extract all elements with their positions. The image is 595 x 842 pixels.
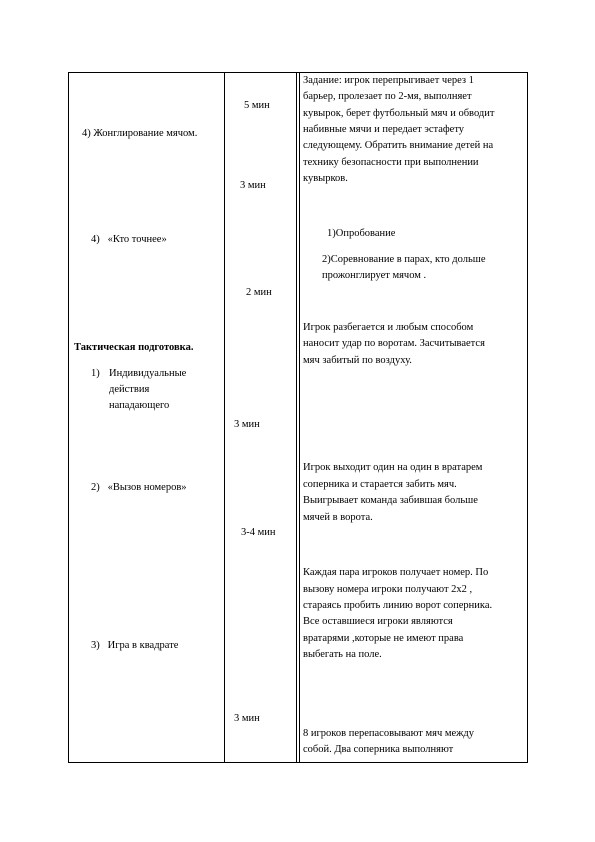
description-line: барьер, пролезает по 2-мя, выполняет bbox=[303, 91, 472, 102]
description-line: мячей в ворота. bbox=[303, 512, 373, 523]
description-line: технику безопасности при выполнении bbox=[303, 157, 479, 168]
duration-1: 5 мин bbox=[244, 100, 270, 111]
table-right-border bbox=[527, 72, 528, 763]
exercise-square-game: 3) Игра в квадрате bbox=[91, 640, 179, 651]
description-line: Игрок разбегается и любым способом bbox=[303, 322, 474, 333]
description-line: Все оставшиеся игроки являются bbox=[303, 616, 453, 627]
description-line: Игрок выходит один на один в вратарем bbox=[303, 462, 483, 473]
exercise-call-numbers: 2) «Вызов номеров» bbox=[91, 482, 187, 493]
duration-6: 3 мин bbox=[234, 713, 260, 724]
duration-3: 2 мин bbox=[246, 287, 272, 298]
column-divider-1 bbox=[224, 72, 225, 763]
table-bottom-border bbox=[68, 762, 528, 763]
description-line: Выигрывает команда забившая больше bbox=[303, 495, 478, 506]
description-line: 2)Соревнование в парах, кто дольше bbox=[322, 254, 486, 265]
description-line: вызову номера игроки получают 2х2 , bbox=[303, 584, 473, 595]
description-line: прожонглирует мячом . bbox=[322, 270, 427, 281]
description-line: Задание: игрок перепрыгивает через 1 bbox=[303, 75, 474, 86]
exercise-individual-line: действия bbox=[109, 384, 150, 395]
exercise-individual-number: 1) bbox=[91, 368, 100, 379]
description-line: вратарями ,которые не имеют права bbox=[303, 633, 464, 644]
description-line: выбегать на поле. bbox=[303, 649, 382, 660]
description-line: следующему. Обратить внимание детей на bbox=[303, 140, 494, 151]
description-line: кувырков. bbox=[303, 173, 348, 184]
description-line: собой. Два соперника выполняют bbox=[303, 744, 454, 755]
duration-4: 3 мин bbox=[234, 419, 260, 430]
duration-5: 3-4 мин bbox=[241, 527, 276, 538]
description-line: 8 игроков перепасовывают мяч между bbox=[303, 728, 475, 739]
duration-2: 3 мин bbox=[240, 180, 266, 191]
description-line: стараясь пробить линию ворот соперника. bbox=[303, 600, 493, 611]
column-divider-2 bbox=[296, 72, 297, 763]
exercise-juggling: 4) Жонглирование мячом. bbox=[82, 128, 198, 139]
description-line: соперника и старается забить мяч. bbox=[303, 479, 457, 490]
description-line: кувырок, берет футбольный мяч и обводит bbox=[303, 108, 495, 119]
description-trial: 1)Опробование bbox=[327, 228, 396, 239]
exercise-who-accurate: 4) «Кто точнее» bbox=[91, 234, 167, 245]
description-line: мяч забитый по воздуху. bbox=[303, 355, 412, 366]
exercise-individual-line: нападающего bbox=[109, 400, 170, 411]
description-line: наносит удар по воротам. Засчитывается bbox=[303, 338, 485, 349]
table-left-border bbox=[68, 72, 69, 763]
description-line: Каждая пара игроков получает номер. По bbox=[303, 567, 489, 578]
description-line: набивные мячи и передает эстафету bbox=[303, 124, 465, 135]
exercise-individual-line: Индивидуальные bbox=[109, 368, 187, 379]
tactical-heading: Тактическая подготовка. bbox=[74, 342, 194, 353]
column-divider-2b bbox=[299, 72, 300, 763]
